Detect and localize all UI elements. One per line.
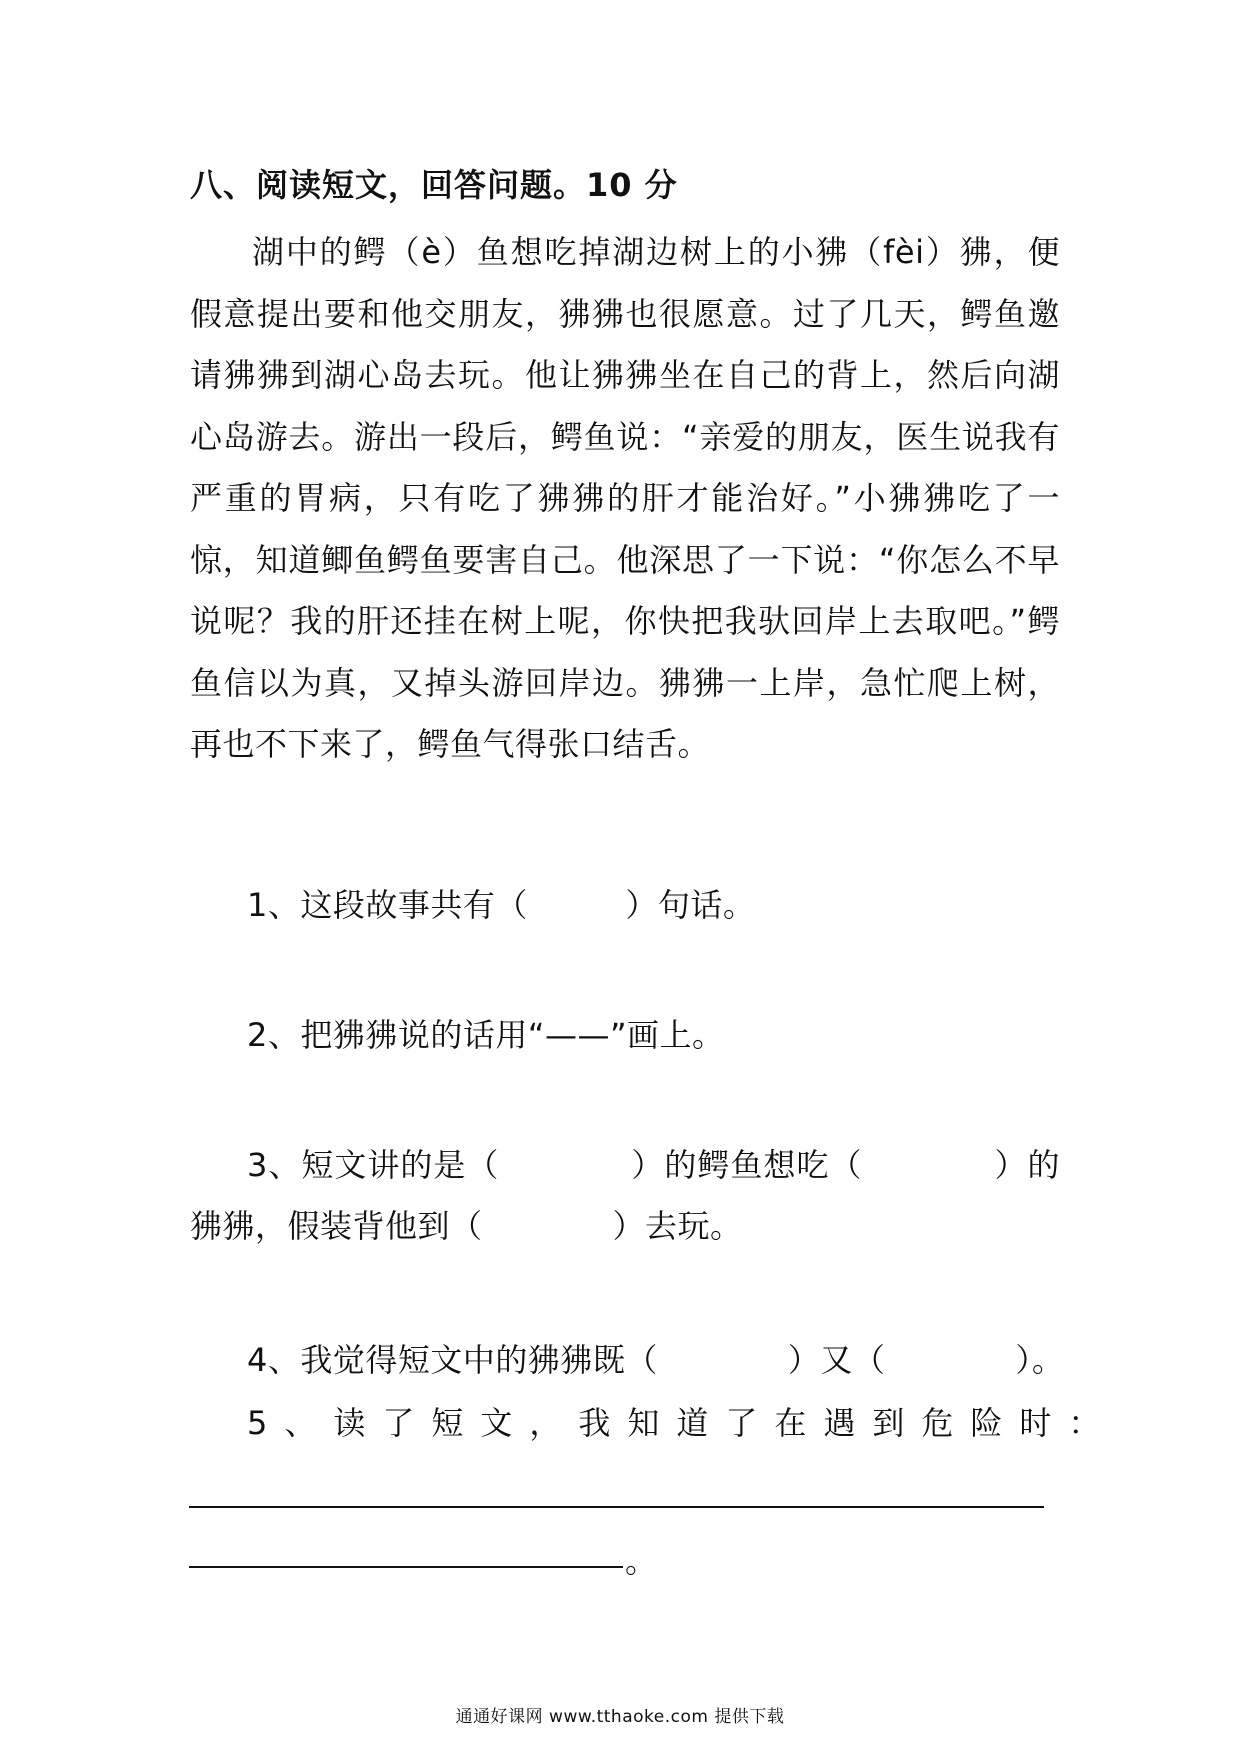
question-1: 1、这段故事共有（ ）句话。	[247, 886, 756, 924]
footer-text: 通通好课网 www.tthaoke.com 提供下载	[455, 1707, 785, 1727]
question-3: 3、短文讲的是（ ）的鳄鱼想吃（ ）的狒狒，假装背他到（ ）去玩。	[190, 1146, 1060, 1245]
answer-end-mark: 。	[625, 1542, 658, 1580]
answer-line-1[interactable]	[189, 1506, 1044, 1508]
answer-line-2[interactable]	[189, 1566, 623, 1568]
question-4: 4、我觉得短文中的狒狒既（ ）又（ ）。	[247, 1341, 1065, 1379]
section-title: 八、阅读短文，回答问题。10 分	[190, 166, 678, 204]
question-2: 2、把狒狒说的话用“——”画上。	[247, 1016, 725, 1054]
reading-passage: 湖中的鳄（è）鱼想吃掉湖边树上的小狒（fèi）狒，便假意提出要和他交朋友，狒狒也很愿意。过了几天，鳄鱼邀请狒狒到湖心岛去玩。他让狒狒坐在自己的背上，然后向湖心岛游去。游出一段后，鳄鱼说：“亲爱的朋友，医生说我有严重的胃病，只有吃了狒狒的肝才能治好。”小狒狒吃了一惊，知道鲫鱼鳄鱼要害自己。他深思了一下说：“你怎么不早说呢？我的肝还挂在树上呢，你快把我驮回岸上去取吧。”鳄鱼信以为真，又掉头游回岸边。狒狒一上岸，急忙爬上树，再也不下来了，鳄鱼气得张口结舌。	[190, 233, 1060, 763]
question-5: 5、读了短文，我知道了在遇到危险时：	[247, 1404, 1118, 1442]
